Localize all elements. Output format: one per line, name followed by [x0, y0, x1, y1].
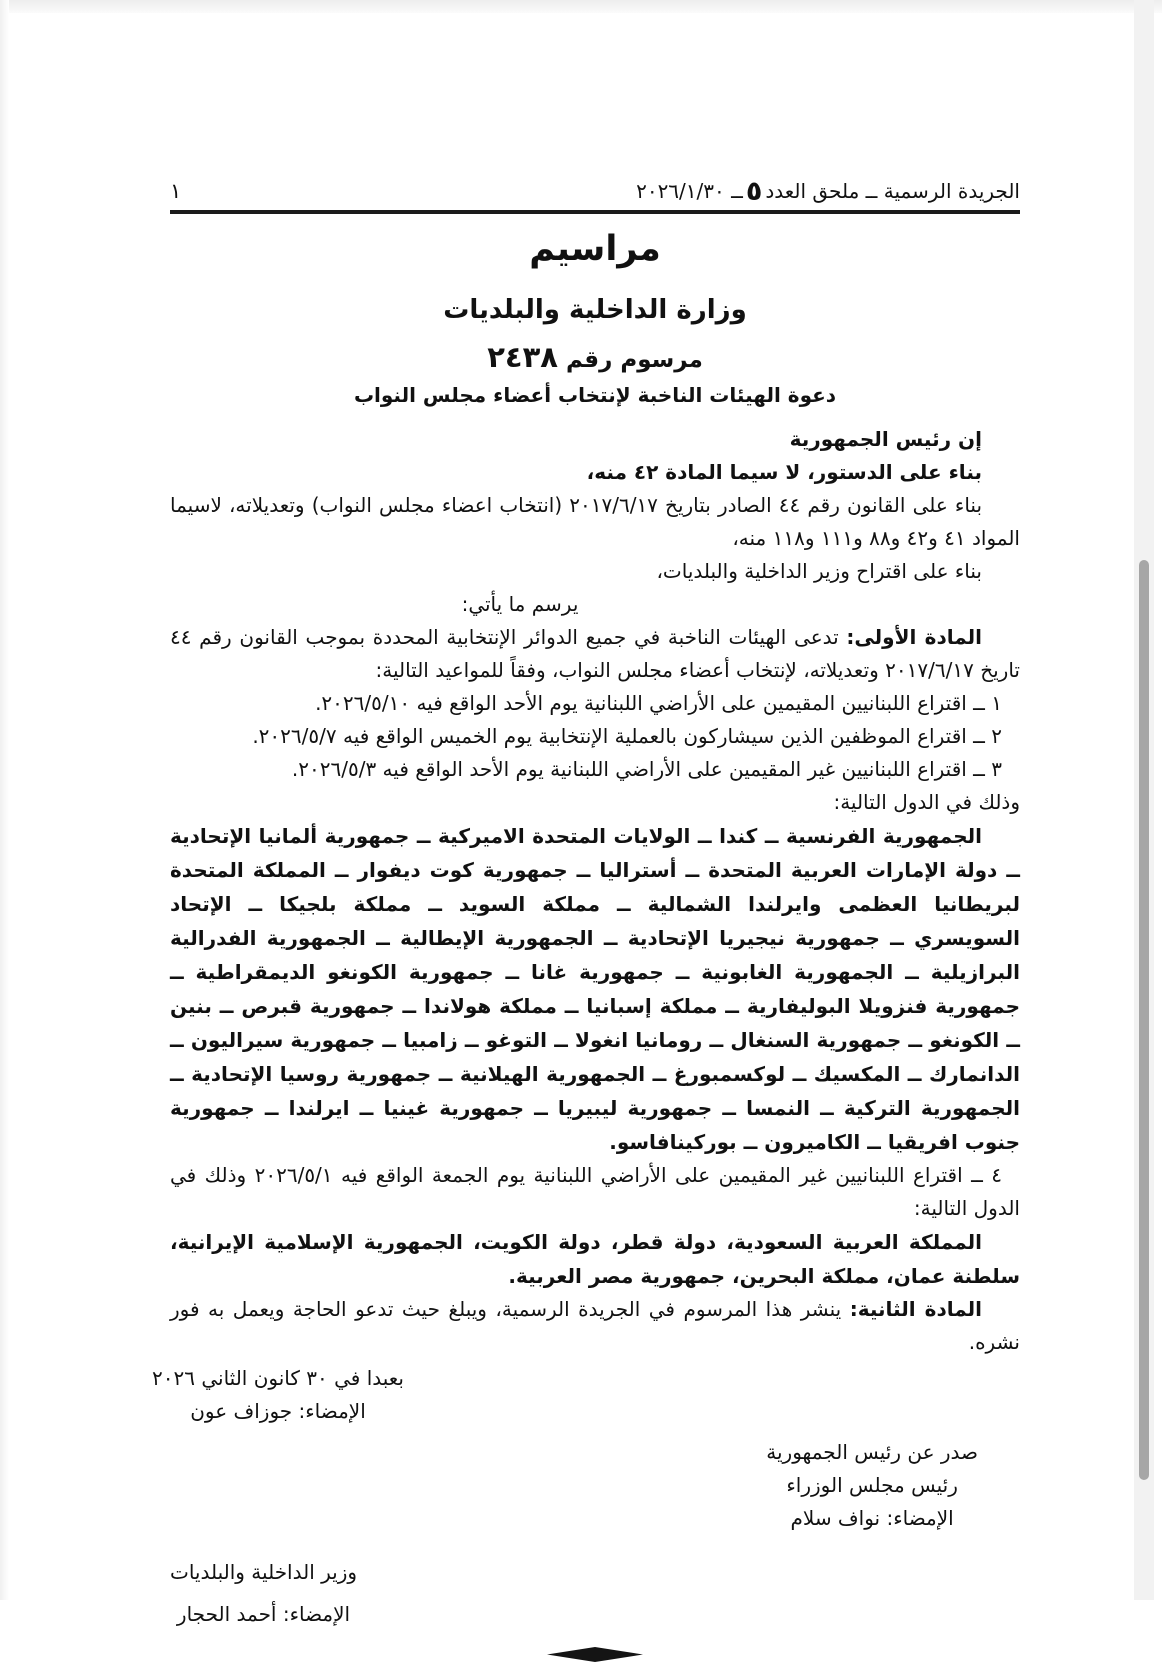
scan-edge-left	[0, 0, 9, 1600]
gazette-header-title	[636, 176, 1020, 207]
article-1-text: تدعى الهيئات الناخبة في جميع الدوائر الإنتخابية المحددة بموجب القانون رقم ٤٤ تاريخ ٢٠١٧/٦/١٧ وتعديلاته، لإنتخاب أعضاء مجلس النواب، وفقاً للمواعيد التالية:	[170, 625, 1020, 682]
article-2-label: المادة الثانية:	[849, 1297, 982, 1321]
preamble-president: إن رئيس الجمهورية	[789, 427, 982, 451]
issued-by-line: صدر عن رئيس الجمهورية	[766, 1440, 978, 1464]
decree-subject: دعوة الهيئات الناخبة لإنتخاب أعضاء مجلس النواب	[353, 383, 837, 407]
end-of-decree-diamond-divider	[547, 1647, 643, 1662]
article-2-text: ينشر هذا المرسوم في الجريدة الرسمية، ويبلغ حيث تدعو الحاجة ويعمل به فور نشره.	[170, 1297, 1020, 1354]
pm-signature: الإمضاء: نواف سلام	[790, 1506, 954, 1530]
preamble-proposal: بناء على اقتراح وزير الداخلية والبلديات،	[656, 559, 982, 583]
president-signature: الإمضاء: جوزاف عون	[190, 1399, 366, 1423]
gazette-page	[152, 0, 1020, 1662]
preamble-law: بناء على القانون رقم ٤٤ الصادر بتاريخ ٢٠١٧/٦/١٧ (انتخاب اعضاء مجلس النواب) وتعديلاته، لاسيما المواد ٤١ و٤٢ و٨٨ و١١١ و١١٨ منه،	[170, 493, 1020, 550]
section-title: مراسيم	[529, 229, 661, 269]
signature-block-minister	[170, 1551, 359, 1635]
voting-date-item-2: ٢ ــ اقتراع الموظفين الذين سيشاركون بالعملية الإنتخابية يوم الخميس الواقع فيه ٢٠٢٦/٥/٧.	[252, 724, 1002, 748]
gazette-header-date: ــ ٢٠٢٦/١/٣٠	[636, 179, 743, 203]
voting-date-item-4: ٤ ــ اقتراع اللبنانيين غير المقيمين على الأراضي اللبنانية يوم الجمعة الواقع فيه ٢٠٢٦/٥/١ وذلك في الدول التالية:	[170, 1163, 1020, 1220]
signature-block-pm	[766, 1436, 978, 1535]
voting-date-item-1: ١ ــ اقتراع اللبنانيين المقيمين على الأراضي اللبنانية يوم الأحد الواقع فيه ٢٠٢٦/٥/١٠.	[315, 691, 1002, 715]
decree-number: ٢٤٣٨	[487, 340, 558, 374]
header-rule	[170, 210, 1020, 214]
minister-signature: الإمضاء: أحمد الحجار	[176, 1602, 351, 1626]
article-1	[170, 621, 1020, 687]
voting-date-item-3: ٣ ــ اقتراع اللبنانيين غير المقيمين على الأراضي اللبنانية يوم الأحد الواقع فيه ٢٠٢٦/٥/٣.	[291, 757, 1002, 781]
decree-number-line	[170, 338, 1020, 379]
minister-title: وزير الداخلية والبلديات	[170, 1560, 358, 1584]
ministry-title: وزارة الداخلية والبلديات	[443, 295, 747, 325]
page-header	[170, 176, 1020, 207]
page-number: ١	[170, 179, 182, 203]
article-1-label: المادة الأولى:	[846, 625, 982, 649]
preamble-constitution: بناء على الدستور، لا سيما المادة ٤٢ منه،	[586, 460, 982, 484]
pm-title: رئيس مجلس الوزراء	[786, 1473, 958, 1497]
scrollbar-thumb[interactable]	[1139, 560, 1149, 1480]
countries-intro: وذلك في الدول التالية:	[833, 790, 1020, 814]
decree-number-label: مرسوم رقم	[566, 347, 703, 373]
issue-number: ٥	[745, 176, 763, 207]
article-2	[170, 1293, 1020, 1359]
gazette-title-text: الجريدة الرسمية ــ ملحق العدد	[765, 179, 1020, 203]
decree-enacting-clause: يرسم ما يأتي:	[461, 592, 579, 616]
countries-list-nonresident: الجمهورية الفرنسية ــ كندا ــ الولايات المتحدة الاميركية ــ جمهورية ألمانيا الإتحادية ــ دولة الإمارات العربية المتحدة ــ أستراليا ــ جمهورية كوت ديفوار ــ المملكة المتحدة لبريطانيا العظمى وايرلندا الشمالية ــ مملكة السويد ــ مملكة بلجيكا ــ الإتحاد السويسري ــ جمهورية نيجيريا الإتحادية ــ الجمهورية الإيطالية ــ الجمهورية الفدرالية البرازيلية ــ الجمهورية الغابونية ــ جمهورية غانا ــ جمهورية الكونغو الديمقراطية ــ جمهورية فنزويلا البوليفارية ــ مملكة إسبانيا ــ مملكة هولاندا ــ جمهورية قبرص ــ بنين ــ الكونغو ــ جمهورية السنغال ــ رومانيا انغولا ــ التوغو ــ زامبيا ــ جمهورية سيراليون ــ الدانمارك ــ المكسيك ــ لوكسمبورغ ــ الجمهورية الهيلانية ــ جمهورية روسيا الإتحادية ــ الجمهورية التركية ــ النمسا ــ جمهورية ليبيريا ــ جمهورية غينيا ــ ايرلندا ــ جمهورية جنوب افريقيا ــ الكاميرون ــ بوركينافاسو.	[170, 824, 1020, 1154]
countries-list-regional: المملكة العربية السعودية، دولة قطر، دولة الكويت، الجمهورية الإسلامية الإيرانية، سلطنة عمان، مملكة البحرين، جمهورية مصر العربية.	[170, 1230, 1020, 1288]
place-and-date: بعبدا في ٣٠ كانون الثاني ٢٠٢٦	[152, 1366, 404, 1390]
signature-block-president	[152, 1362, 420, 1428]
